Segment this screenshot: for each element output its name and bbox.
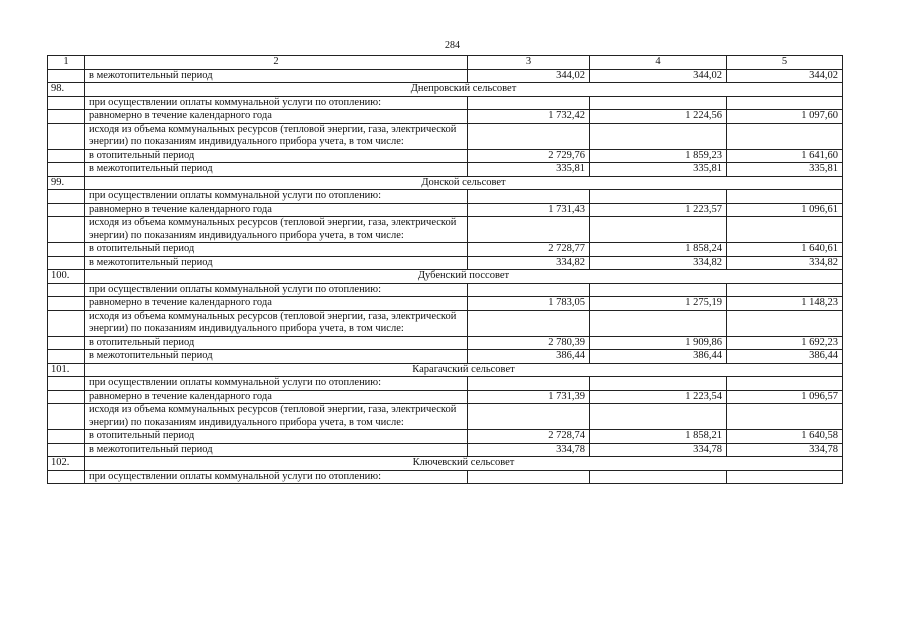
value-cell-3: 1 731,39 bbox=[468, 390, 590, 404]
note-row bbox=[48, 310, 843, 336]
row-number bbox=[48, 203, 85, 217]
row-number bbox=[48, 149, 85, 163]
value-cell-4 bbox=[590, 377, 727, 391]
row-label: при осуществлении оплаты коммунальной услуги по отоплению: bbox=[85, 283, 468, 297]
row-label: в отопительный период bbox=[85, 149, 468, 163]
section-row bbox=[48, 270, 843, 284]
value-cell-4 bbox=[590, 470, 727, 484]
value-cell-5: 1 692,23 bbox=[727, 336, 843, 350]
value-cell-5 bbox=[727, 404, 843, 430]
row-number bbox=[48, 163, 85, 177]
value-cell-3 bbox=[468, 283, 590, 297]
section-number: 99. bbox=[48, 176, 85, 190]
value-cell-3: 1 731,43 bbox=[468, 203, 590, 217]
value-cell-5: 1 640,58 bbox=[727, 430, 843, 444]
value-cell-3 bbox=[468, 470, 590, 484]
value-cell-3 bbox=[468, 377, 590, 391]
row-number bbox=[48, 297, 85, 311]
value-cell-4: 334,78 bbox=[590, 443, 727, 457]
value-cell-3: 334,78 bbox=[468, 443, 590, 457]
row-number bbox=[48, 350, 85, 364]
row-number bbox=[48, 123, 85, 149]
value-cell-4: 1 909,86 bbox=[590, 336, 727, 350]
value-cell-3 bbox=[468, 217, 590, 243]
value-cell-4: 335,81 bbox=[590, 163, 727, 177]
value-cell-3: 1 732,42 bbox=[468, 110, 590, 124]
value-cell-5: 1 148,23 bbox=[727, 297, 843, 311]
section-row bbox=[48, 363, 843, 377]
value-cell-5 bbox=[727, 96, 843, 110]
header-cell-2: 2 bbox=[85, 56, 468, 70]
value-cell-4 bbox=[590, 404, 727, 430]
row-label: при осуществлении оплаты коммунальной услуги по отоплению: bbox=[85, 190, 468, 204]
value-cell-5: 334,82 bbox=[727, 256, 843, 270]
value-cell-4 bbox=[590, 217, 727, 243]
value-cell-3: 2 728,74 bbox=[468, 430, 590, 444]
tariff-table bbox=[47, 55, 843, 484]
value-cell-4: 386,44 bbox=[590, 350, 727, 364]
value-cell-4: 1 223,54 bbox=[590, 390, 727, 404]
data-row bbox=[48, 430, 843, 444]
row-number bbox=[48, 470, 85, 484]
value-cell-5 bbox=[727, 217, 843, 243]
note-row bbox=[48, 96, 843, 110]
row-label: в межотопительный период bbox=[85, 163, 468, 177]
note-row bbox=[48, 190, 843, 204]
row-number bbox=[48, 283, 85, 297]
value-cell-4: 344,02 bbox=[590, 69, 727, 83]
section-number: 102. bbox=[48, 457, 85, 471]
row-label: в межотопительный период bbox=[85, 256, 468, 270]
value-cell-5 bbox=[727, 470, 843, 484]
value-cell-5 bbox=[727, 283, 843, 297]
row-label: исходя из объема коммунальных ресурсов (тепловой энергии, газа, электрической энергии) по показаниям индивидуального прибора учета, в том числе: bbox=[85, 123, 468, 149]
header-cell-4: 4 bbox=[590, 56, 727, 70]
value-cell-3 bbox=[468, 190, 590, 204]
value-cell-5: 335,81 bbox=[727, 163, 843, 177]
data-row bbox=[48, 443, 843, 457]
value-cell-3: 2 728,77 bbox=[468, 243, 590, 257]
section-title: Карагачский сельсовет bbox=[85, 363, 843, 377]
value-cell-3: 344,02 bbox=[468, 69, 590, 83]
row-number bbox=[48, 336, 85, 350]
row-number bbox=[48, 390, 85, 404]
row-label: исходя из объема коммунальных ресурсов (тепловой энергии, газа, электрической энергии) по показаниям индивидуального прибора учета, в том числе: bbox=[85, 310, 468, 336]
value-cell-4 bbox=[590, 190, 727, 204]
value-cell-3 bbox=[468, 404, 590, 430]
row-label: при осуществлении оплаты коммунальной услуги по отоплению: bbox=[85, 377, 468, 391]
row-number bbox=[48, 256, 85, 270]
value-cell-5: 1 640,61 bbox=[727, 243, 843, 257]
header-cell-1: 1 bbox=[48, 56, 85, 70]
page-number: 284 bbox=[445, 40, 460, 51]
row-label: в отопительный период bbox=[85, 430, 468, 444]
row-label: в межотопительный период bbox=[85, 443, 468, 457]
value-cell-5 bbox=[727, 377, 843, 391]
value-cell-5 bbox=[727, 190, 843, 204]
value-cell-3: 335,81 bbox=[468, 163, 590, 177]
value-cell-5: 1 096,61 bbox=[727, 203, 843, 217]
note-row bbox=[48, 217, 843, 243]
row-number bbox=[48, 190, 85, 204]
note-row bbox=[48, 283, 843, 297]
table-body bbox=[48, 56, 843, 484]
row-number bbox=[48, 404, 85, 430]
row-number bbox=[48, 430, 85, 444]
data-row bbox=[48, 110, 843, 124]
value-cell-4: 1 223,57 bbox=[590, 203, 727, 217]
data-row bbox=[48, 69, 843, 83]
row-label: исходя из объема коммунальных ресурсов (тепловой энергии, газа, электрической энергии) по показаниям индивидуального прибора учета, в том числе: bbox=[85, 404, 468, 430]
data-row bbox=[48, 336, 843, 350]
value-cell-5 bbox=[727, 310, 843, 336]
data-row bbox=[48, 350, 843, 364]
data-row bbox=[48, 163, 843, 177]
row-label: равномерно в течение календарного года bbox=[85, 390, 468, 404]
value-cell-4: 334,82 bbox=[590, 256, 727, 270]
section-number: 101. bbox=[48, 363, 85, 377]
value-cell-3: 386,44 bbox=[468, 350, 590, 364]
header-cell-3: 3 bbox=[468, 56, 590, 70]
section-row bbox=[48, 176, 843, 190]
value-cell-3 bbox=[468, 310, 590, 336]
row-label: равномерно в течение календарного года bbox=[85, 203, 468, 217]
value-cell-4: 1 858,21 bbox=[590, 430, 727, 444]
row-number bbox=[48, 69, 85, 83]
value-cell-4 bbox=[590, 310, 727, 336]
row-label: равномерно в течение календарного года bbox=[85, 110, 468, 124]
section-title: Днепровский сельсовет bbox=[85, 83, 843, 97]
value-cell-5: 334,78 bbox=[727, 443, 843, 457]
row-number bbox=[48, 243, 85, 257]
row-number bbox=[48, 443, 85, 457]
value-cell-4: 1 275,19 bbox=[590, 297, 727, 311]
data-row bbox=[48, 243, 843, 257]
section-number: 98. bbox=[48, 83, 85, 97]
row-label: в отопительный период bbox=[85, 243, 468, 257]
row-label: в межотопительный период bbox=[85, 69, 468, 83]
section-row bbox=[48, 457, 843, 471]
value-cell-5: 1 096,57 bbox=[727, 390, 843, 404]
row-label: равномерно в течение календарного года bbox=[85, 297, 468, 311]
value-cell-5 bbox=[727, 123, 843, 149]
value-cell-4 bbox=[590, 123, 727, 149]
value-cell-5: 344,02 bbox=[727, 69, 843, 83]
value-cell-3 bbox=[468, 96, 590, 110]
header-row bbox=[48, 56, 843, 70]
data-row bbox=[48, 149, 843, 163]
row-number bbox=[48, 110, 85, 124]
note-row bbox=[48, 404, 843, 430]
row-number bbox=[48, 310, 85, 336]
value-cell-3: 2 780,39 bbox=[468, 336, 590, 350]
value-cell-5: 1 641,60 bbox=[727, 149, 843, 163]
row-label: в межотопительный период bbox=[85, 350, 468, 364]
section-number: 100. bbox=[48, 270, 85, 284]
row-number bbox=[48, 377, 85, 391]
value-cell-4: 1 859,23 bbox=[590, 149, 727, 163]
value-cell-4: 1 858,24 bbox=[590, 243, 727, 257]
value-cell-4 bbox=[590, 96, 727, 110]
row-number bbox=[48, 96, 85, 110]
row-label: в отопительный период bbox=[85, 336, 468, 350]
value-cell-3: 1 783,05 bbox=[468, 297, 590, 311]
note-row bbox=[48, 377, 843, 391]
value-cell-3 bbox=[468, 123, 590, 149]
section-title: Ключевский сельсовет bbox=[85, 457, 843, 471]
section-row bbox=[48, 83, 843, 97]
value-cell-4: 1 224,56 bbox=[590, 110, 727, 124]
row-label: при осуществлении оплаты коммунальной услуги по отоплению: bbox=[85, 96, 468, 110]
row-number bbox=[48, 217, 85, 243]
data-row bbox=[48, 256, 843, 270]
note-row bbox=[48, 470, 843, 484]
data-row bbox=[48, 297, 843, 311]
value-cell-4 bbox=[590, 283, 727, 297]
row-label: исходя из объема коммунальных ресурсов (тепловой энергии, газа, электрической энергии) по показаниям индивидуального прибора учета, в том числе: bbox=[85, 217, 468, 243]
value-cell-3: 334,82 bbox=[468, 256, 590, 270]
note-row bbox=[48, 123, 843, 149]
section-title: Дубенский поссовет bbox=[85, 270, 843, 284]
data-row bbox=[48, 390, 843, 404]
section-title: Донской сельсовет bbox=[85, 176, 843, 190]
value-cell-3: 2 729,76 bbox=[468, 149, 590, 163]
value-cell-5: 386,44 bbox=[727, 350, 843, 364]
header-cell-5: 5 bbox=[727, 56, 843, 70]
data-row bbox=[48, 203, 843, 217]
value-cell-5: 1 097,60 bbox=[727, 110, 843, 124]
row-label: при осуществлении оплаты коммунальной услуги по отоплению: bbox=[85, 470, 468, 484]
